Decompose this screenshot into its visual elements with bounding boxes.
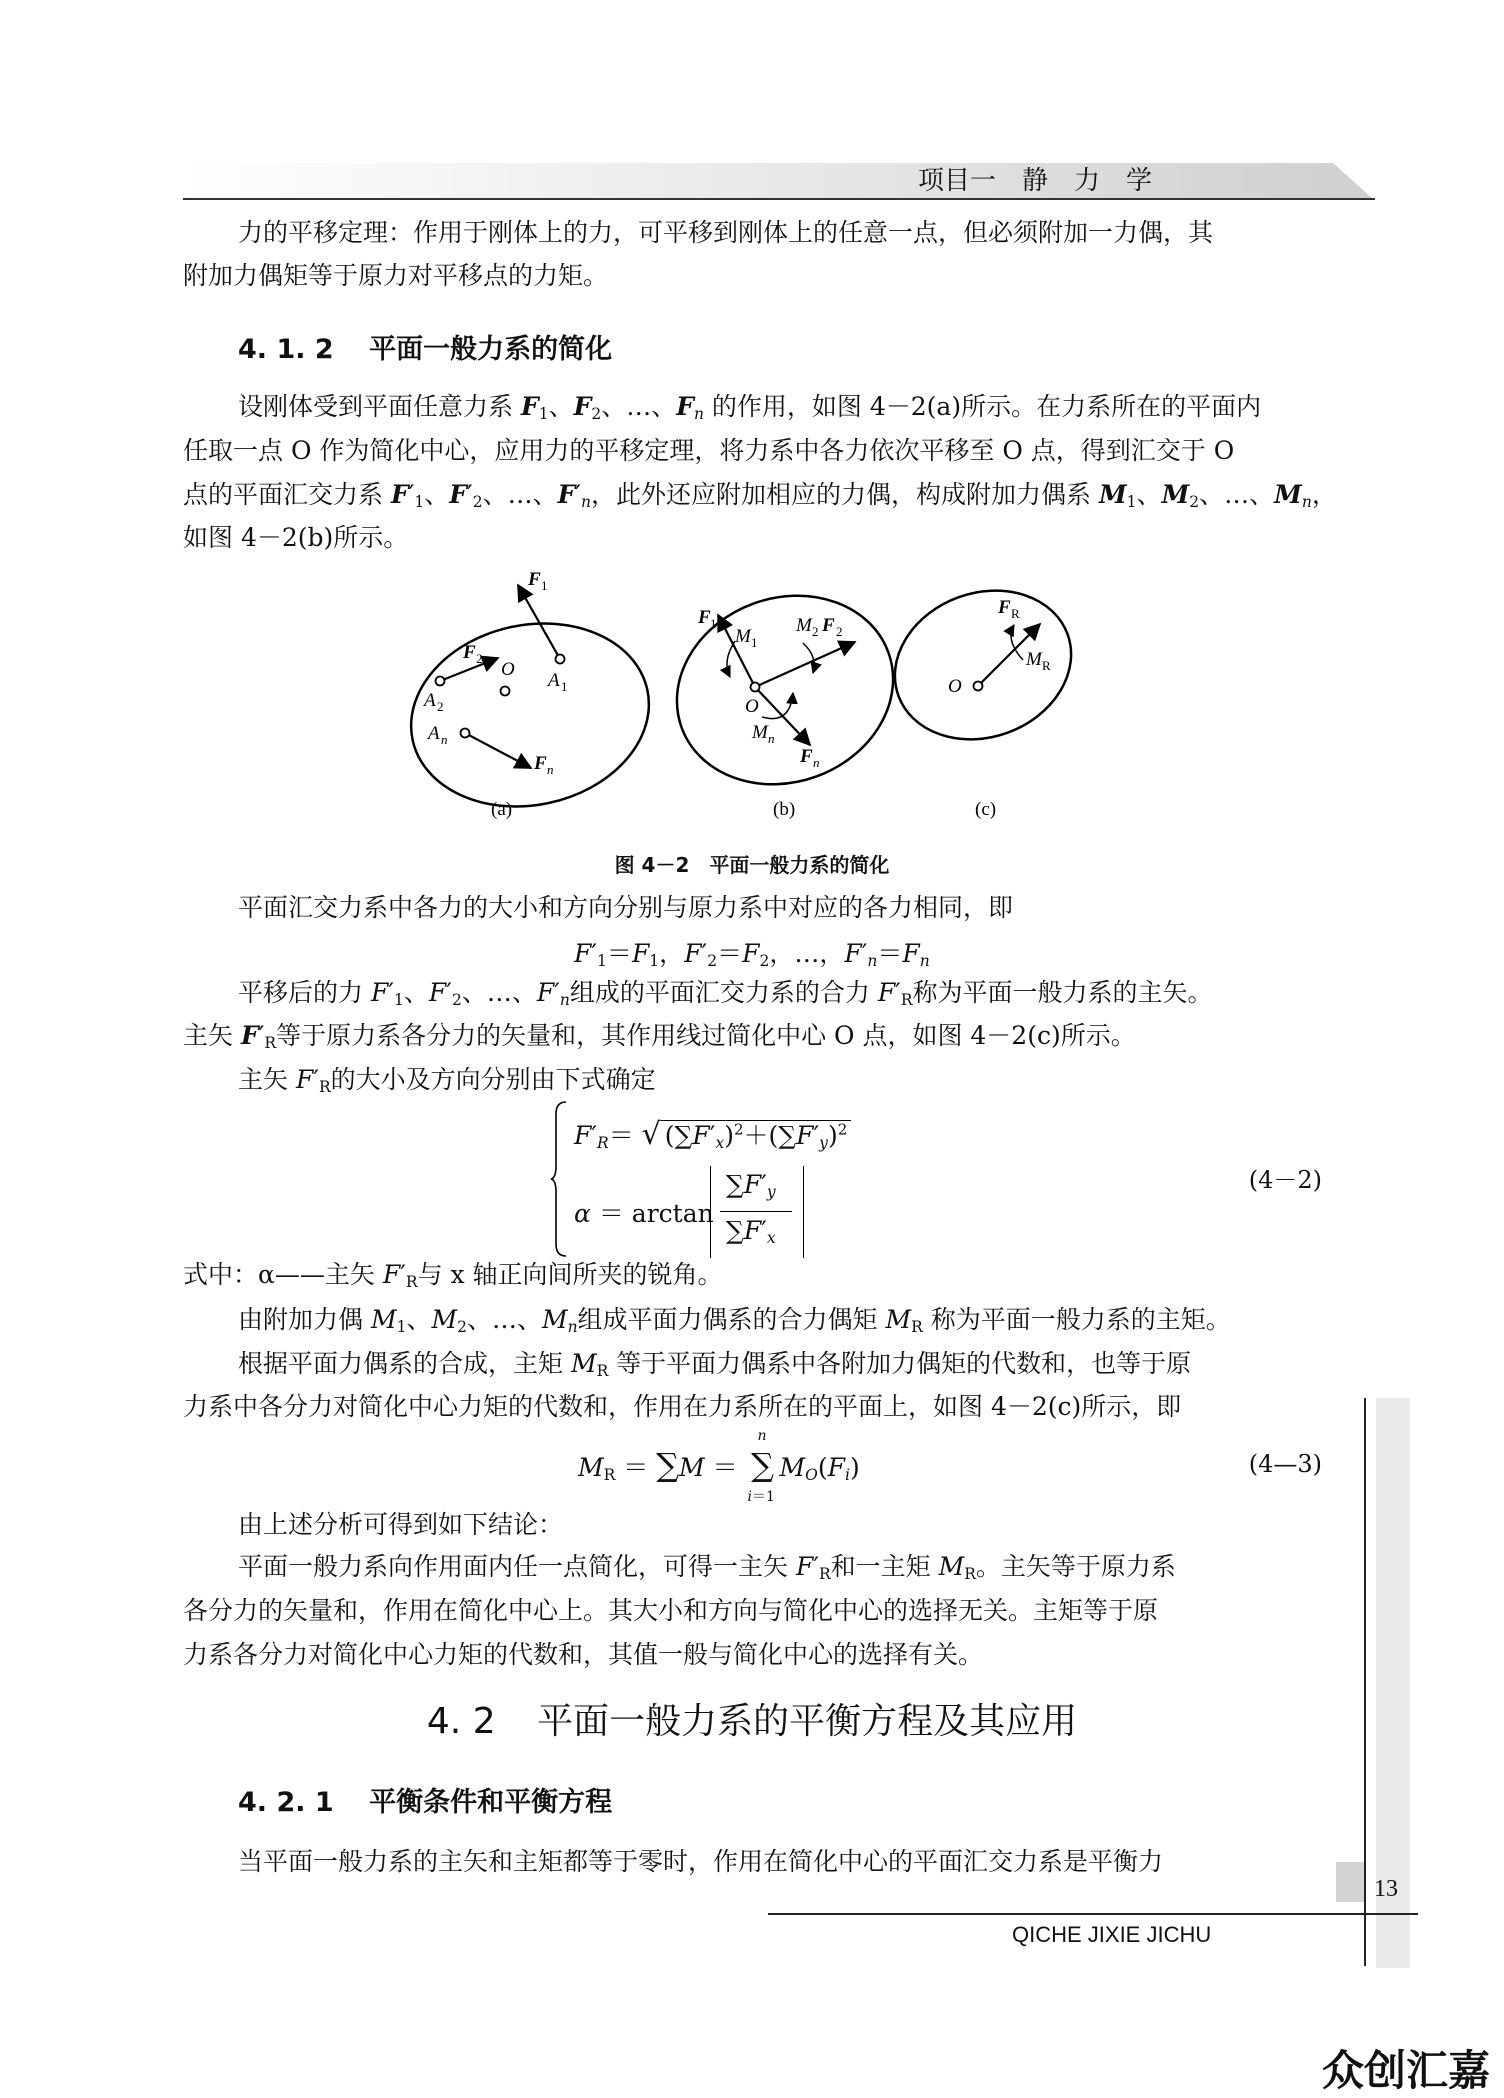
header-band [183,155,1378,200]
section-421-title: 平衡条件和平衡方程 [369,1787,613,1818]
svg-text:O: O [745,696,759,717]
svg-text:O: O [501,659,515,680]
conclusion-line3: 力系各分力对简化中心力矩的代数和，其值一般与简化中心的选择有关。 [183,1640,984,1669]
para3-line3: 根据平面力偶系的合成，主矩 $M_R$ 等于平面力偶系中各附加力偶矩的代数和，也等于原 [238,1349,1192,1380]
svg-text:M: M [735,626,751,647]
para2-line4: 主矢 $F'_R$的大小及方向分别由下式确定 [238,1065,656,1096]
para1-line2: 任取一点 O 作为简化中心，应用力的平移定理，将力系中各力依次平移至 O 点，得到汇交于 O [183,436,1235,465]
conclusion-lead: 由上述分析可得到如下结论： [238,1510,564,1539]
equation-parallel-forces: $F'_1=F_1$，$F'_2=F_2$，…，$F'_n=F_n$ [574,939,930,970]
svg-text:F: F [534,753,547,774]
svg-text:F: F [822,615,835,636]
svg-text:F: F [463,642,476,663]
equation-4-3: $M_R = \sum M$ ＝ n ∑ i＝1 $M_O(F_i)$ [578,1428,860,1505]
footer-horizontal-rule [768,1913,1418,1915]
last-paragraph: 当平面一般力系的主矢和主矩都等于零时，作用在简化中心的平面汇交力系是平衡力 [238,1847,1164,1876]
svg-text:(a): (a) [491,799,513,820]
svg-text:2: 2 [437,699,444,714]
svg-text:n: n [441,732,448,747]
section-42-number: 4. 2 [426,1701,496,1742]
svg-text:M: M [796,615,812,636]
figure-panel-a [400,569,666,828]
svg-text:F: F [800,746,813,767]
section-412-heading [238,327,612,366]
para3-line2: 由附加力偶 $M_1$、$M_2$、…、$M_n$组成平面力偶系的合力偶矩 $M_R$ 称为平面一般力系的主矩。 [238,1305,1231,1336]
equation-4-2-number: (4－2) [1248,1166,1322,1194]
equation-4-2: $F'_R=$ √ $(\sum F'_x)^2+(\sum F'_y)^2$ α ＝ arctan $\sum F'_y$ $\sum F'_x$ [550,1100,970,1258]
svg-text:A: A [428,723,440,744]
svg-text:2: 2 [476,651,483,666]
para2-line2: 平移后的力 $F'_1$、$F'_2$、…、$F'_n$组成的平面汇交力系的合力 $F'_R$称为平面一般力系的主矢。 [238,978,1213,1009]
watermark: 众创汇嘉 [1322,2046,1491,2095]
svg-text:A: A [548,670,560,691]
svg-text:(c): (c) [975,799,997,820]
figure-4-2 [400,565,1100,835]
conclusion-line1: 平面一般力系向作用面内任一点简化，可得一主矢 $F'_R$和一主矩 $M_R$。主矢等于原力系 [238,1552,1176,1583]
svg-text:2: 2 [812,624,819,639]
para2-line3: 主矢 $F'_R$等于原力系各分力的矢量和，其作用线过简化中心 O 点，如图 4－2(c)所示。 [183,1021,1136,1052]
svg-text:O: O [948,676,962,697]
figure-caption: 图 4－2 平面一般力系的简化 [614,853,890,877]
para1-line4: 如图 4－2(b)所示。 [183,523,409,552]
page-number: 13 [1374,1876,1398,1902]
footer-page-tab [1336,1862,1364,1902]
para1-line1: 设刚体受到平面任意力系 $F_1$、$F_2$、…、$F_n$ 的作用，如图 4－2(a)所示。在力系所在的平面内 [238,392,1262,423]
svg-text:1: 1 [751,635,758,650]
section-412-number: 4. 1. 2 [238,334,334,365]
svg-text:F: F [998,597,1011,618]
section-42-heading [0,1693,1504,1744]
section-42-title: 平面一般力系的平衡方程及其应用 [537,1701,1078,1742]
svg-text:1: 1 [710,616,717,631]
para2-line1: 平面汇交力系中各力的大小和方向分别与原力系中对应的各力相同，即 [238,893,1014,922]
svg-text:2: 2 [836,624,843,639]
intro-line1: 力的平移定理：作用于刚体上的力，可平移到刚体上的任意一点，但必须附加一力偶，其 [238,218,1214,247]
svg-text:n: n [768,731,775,746]
svg-text:R: R [1042,658,1051,673]
footer-vertical-rule [1364,1398,1366,1966]
svg-text:R: R [1011,606,1020,621]
svg-text:A: A [424,690,436,711]
para1-line3: 点的平面汇交力系 $F'_1$、$F'_2$、…、$F'_n$，此外还应附加相应的力偶，构成附加力偶系 $M_1$、$M_2$、…、$M_n$， [183,480,1337,511]
svg-text:(b): (b) [773,799,796,820]
svg-text:n: n [547,762,554,777]
para3-line4: 力系中各分力对简化中心力矩的代数和，作用在力系所在的平面上，如图 4－2(c)所示，即 [183,1392,1182,1421]
svg-text:M: M [752,722,768,743]
conclusion-line2: 各分力的矢量和，作用在简化中心上。其大小和方向与简化中心的选择无关。主矩等于原 [183,1596,1159,1625]
svg-text:F: F [698,607,711,628]
para3-line1: 式中：α——主矢 $F'_R$与 x 轴正向间所夹的锐角。 [183,1260,723,1291]
figure-panel-c [874,567,1092,820]
book-title-footer: QICHE JIXIE JICHU [1012,1922,1212,1947]
equation-4-3-number: (4—3) [1248,1450,1322,1478]
svg-text:M: M [1026,649,1042,670]
svg-text:1: 1 [561,679,568,694]
section-421-number: 4. 2. 1 [238,1787,334,1818]
header-title: 项目一 静 力 学 [918,166,1153,196]
svg-text:F: F [528,569,541,590]
svg-text:n: n [813,755,820,770]
section-421-heading [238,1780,612,1819]
svg-text:1: 1 [541,578,548,593]
intro-line2: 附加力偶矩等于原力对平移点的力矩。 [183,261,609,290]
section-412-title: 平面一般力系的简化 [369,334,613,365]
figure-panel-b [650,566,920,820]
